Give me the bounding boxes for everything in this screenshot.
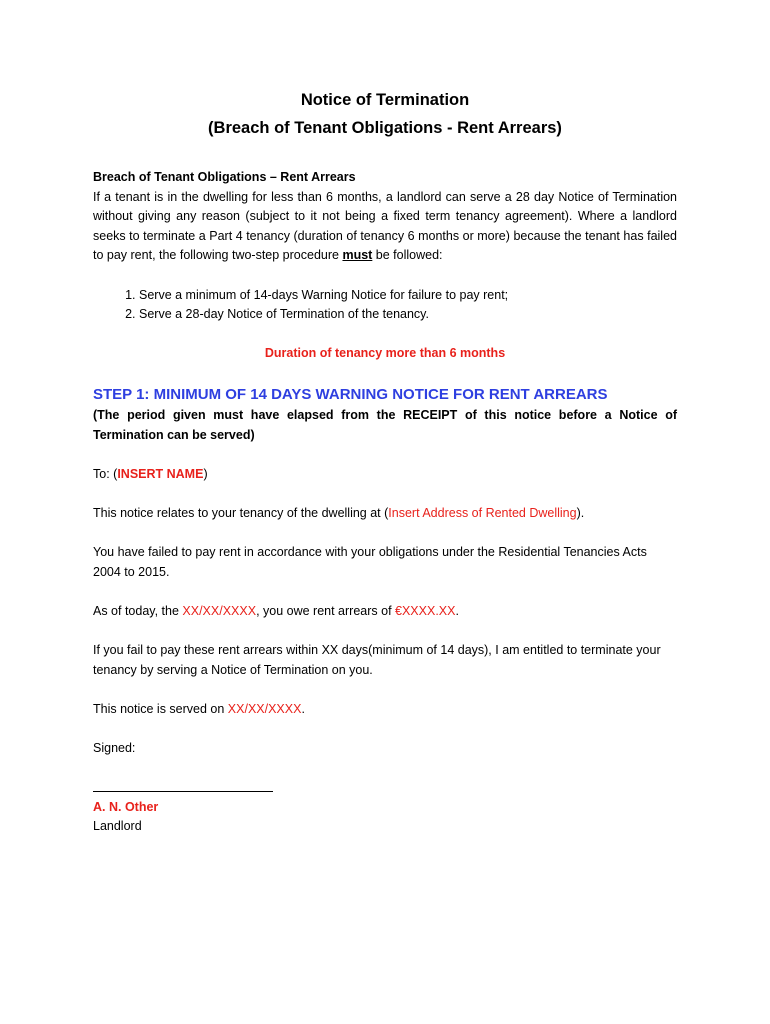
signer-name: A. N. Other	[93, 799, 159, 814]
asof-paragraph	[93, 602, 677, 622]
failed-paragraph: You have failed to pay rent in accordance with your obligations under the Residential Tenancies Acts 2004 to 2015.	[93, 545, 647, 579]
signature-line	[93, 785, 273, 792]
intro-text-pre: If a tenant is in the dwelling for less than 6 months, a landlord can serve a 28 day Notice of Termination without giving any reason (subject to it not being a fixed term tenancy agreement). Where a landlord seeks to terminate a Part 4 tenancy (duration of tenancy 6 months or more) because the tenant has failed to pay rent, the following two-step procedure	[93, 189, 677, 263]
relates-paragraph	[93, 504, 677, 524]
section-heading: Breach of Tenant Obligations – Rent Arrears	[93, 170, 356, 184]
list-item: 2. Serve a 28-day Notice of Termination of the tenancy.	[139, 305, 677, 325]
served-paragraph	[93, 700, 677, 720]
fail-paragraph: If you fail to pay these rent arrears within XX days(minimum of 14 days), I am entitled to terminate your tenancy by serving a Notice of Termination on you.	[93, 643, 661, 677]
list-item: 1. Serve a minimum of 14-days Warning Notice for failure to pay rent;	[139, 286, 677, 306]
served-prefix: This notice is served on	[93, 701, 228, 716]
intro-paragraph	[93, 188, 677, 266]
served-suffix: .	[301, 701, 305, 716]
to-line	[93, 465, 677, 485]
intro-text-post: be followed:	[372, 248, 443, 263]
duration-heading: Duration of tenancy more than 6 months	[264, 346, 506, 361]
address-placeholder: Insert Address of Rented Dwelling	[388, 505, 577, 520]
asof-prefix: As of today, the	[93, 603, 183, 618]
signer-role: Landlord	[93, 819, 142, 834]
asof-middle: , you owe rent arrears of	[256, 603, 396, 618]
amount-placeholder: €XXXX.XX	[395, 603, 456, 618]
served-date-placeholder: XX/XX/XXXX	[227, 701, 302, 716]
asof-date-placeholder: XX/XX/XXXX	[182, 603, 257, 618]
relates-suffix: ).	[576, 505, 585, 520]
insert-name-placeholder: INSERT NAME	[117, 466, 204, 481]
relates-prefix: This notice relates to your tenancy of the dwelling at (	[93, 505, 389, 520]
to-suffix: )	[203, 466, 208, 481]
step1-heading: STEP 1: MINIMUM OF 14 DAYS WARNING NOTICE FOR RENT ARREARS	[93, 385, 608, 403]
notice-document	[93, 86, 677, 837]
asof-suffix: .	[455, 603, 459, 618]
document-title: Notice of Termination	[300, 91, 470, 109]
procedure-list	[93, 286, 677, 325]
document-subtitle: (Breach of Tenant Obligations - Rent Arrears)	[208, 119, 562, 137]
step1-note: (The period given must have elapsed from the RECEIPT of this notice before a Notice of Termination can be served)	[93, 407, 677, 442]
to-prefix: To: (	[93, 466, 118, 481]
signed-label: Signed:	[93, 741, 136, 756]
intro-must: must	[342, 248, 373, 263]
